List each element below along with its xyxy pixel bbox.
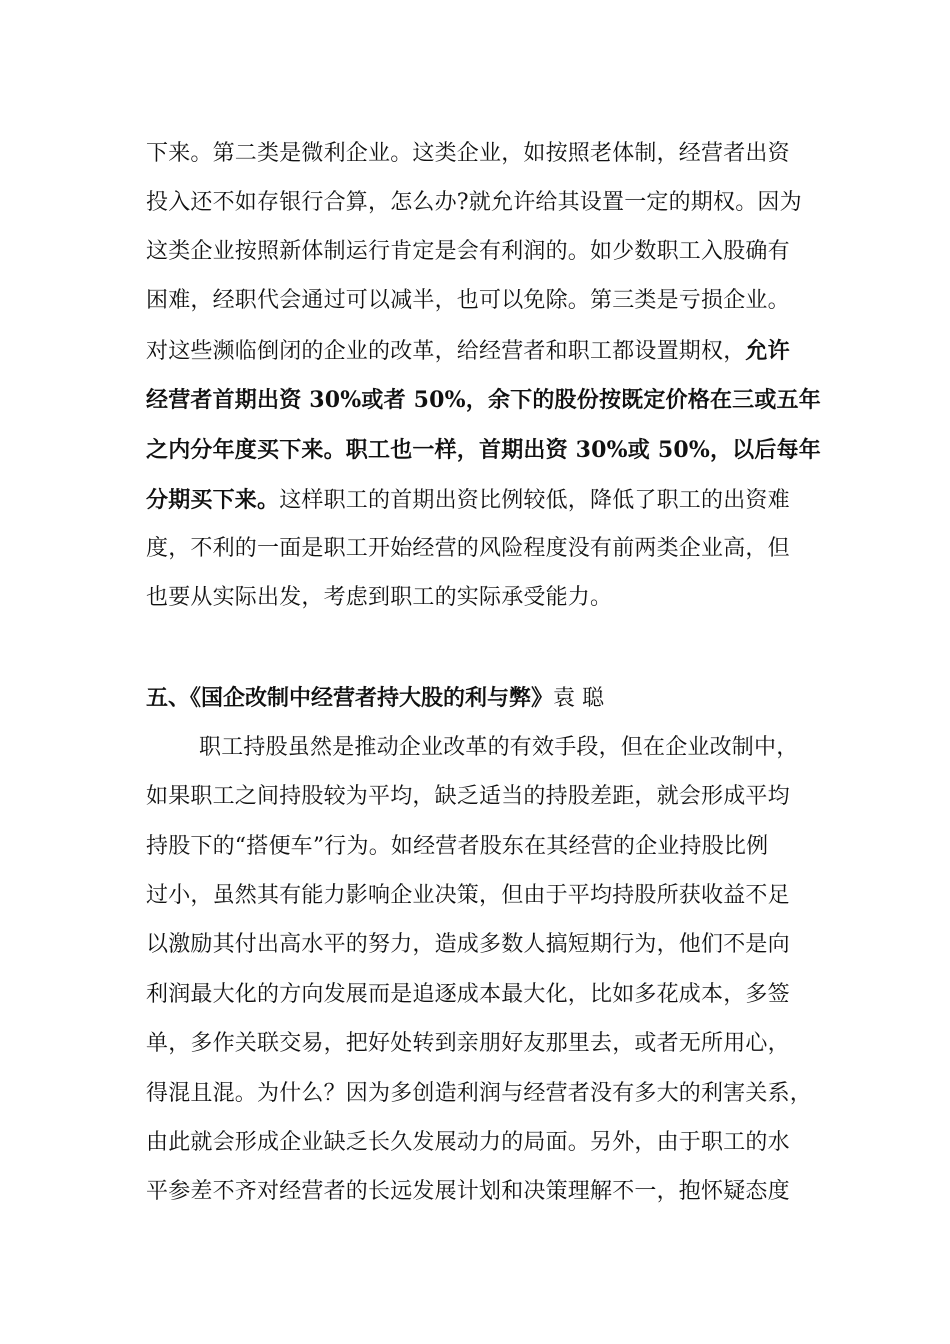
paragraph-line: 持股下的“搭便车”行为。如经营者股东在其经营的企业持股比例 [146, 834, 769, 859]
text-run: 这样职工的首期出资比例较低，降低了职工的出资难 [279, 488, 790, 513]
paragraph-line [146, 335, 826, 368]
bold-text-run: 经营者首期出资 30%或者 50%，余下的股份按既定价格在三或五年 [146, 387, 821, 413]
paragraph-line: 单，多作关联交易，把好处转到亲朋好友那里去，或者无所用心， [146, 1031, 790, 1056]
paragraph-line-bold [146, 384, 826, 416]
text-run: 困难，经职代会通过可以减半，也可以免除。第三类是亏损企业。 [146, 288, 790, 313]
bold-text-run: 之内分年度买下来。职工也一样，首期出资 30%或 50%，以后每年 [146, 437, 821, 463]
paragraph-line: 如果职工之间持股较为平均，缺乏适当的持股差距，就会形成平均 [146, 784, 790, 809]
bold-text-run: 分期买下来。 [146, 487, 280, 513]
paragraph-line [146, 187, 826, 219]
bold-text-run: 允许 [745, 338, 790, 364]
paragraph-line [146, 236, 826, 268]
paragraph-line: 过小，虽然其有能力影响企业决策，但由于平均持股所获收益不足 [146, 883, 790, 908]
text-run: 这类企业按照新体制运行肯定是会有利润的。如少数职工入股确有 [146, 239, 790, 264]
text-run: 投入还不如存银行合算，怎么办?就允许给其设置一定的期权。因为 [146, 190, 802, 215]
text-run: 下来。第二类是微利企业。这类企业，如按照老体制，经营者出资 [146, 141, 790, 166]
text-run: 也要从实际出发，考虑到职工的实际承受能力。 [146, 585, 613, 610]
section-author: 袁 聪 [553, 686, 605, 711]
paragraph-line [146, 533, 826, 565]
paragraph-line: 以激励其付出高水平的努力，造成多数人搞短期行为，他们不是向 [146, 932, 790, 957]
paragraph-line [146, 138, 826, 170]
text-run: 对这些濒临倒闭的企业的改革，给经营者和职工都设置期权， [146, 339, 746, 364]
text-run: 度，不利的一面是职工开始经营的风险程度没有前两类企业高，但 [146, 536, 790, 561]
section-heading [146, 682, 826, 715]
paragraph-line: 得混且混。为什么？因为多创造利润与经营者没有多大的利害关系， [146, 1081, 813, 1106]
paragraph-line [146, 582, 826, 614]
paragraph-line: 利润最大化的方向发展而是追逐成本最大化，比如多花成本，多签 [146, 982, 790, 1007]
paragraph-line: 平参差不齐对经营者的长远发展计划和决策理解不一，抱怀疑态度 [146, 1179, 790, 1204]
paragraph-line [146, 484, 826, 517]
section-number: 五、 [146, 685, 191, 711]
paragraph-line: 由此就会形成企业缺乏长久发展动力的局面。另外，由于职工的水 [146, 1130, 790, 1155]
paragraph-line: 职工持股虽然是推动企业改革的有效手段，但在企业改制中， [199, 735, 799, 760]
section-title: 《国企改制中经营者持大股的利与弊》 [190, 685, 554, 711]
paragraph-line-bold [146, 434, 826, 466]
paragraph-line [146, 285, 826, 317]
